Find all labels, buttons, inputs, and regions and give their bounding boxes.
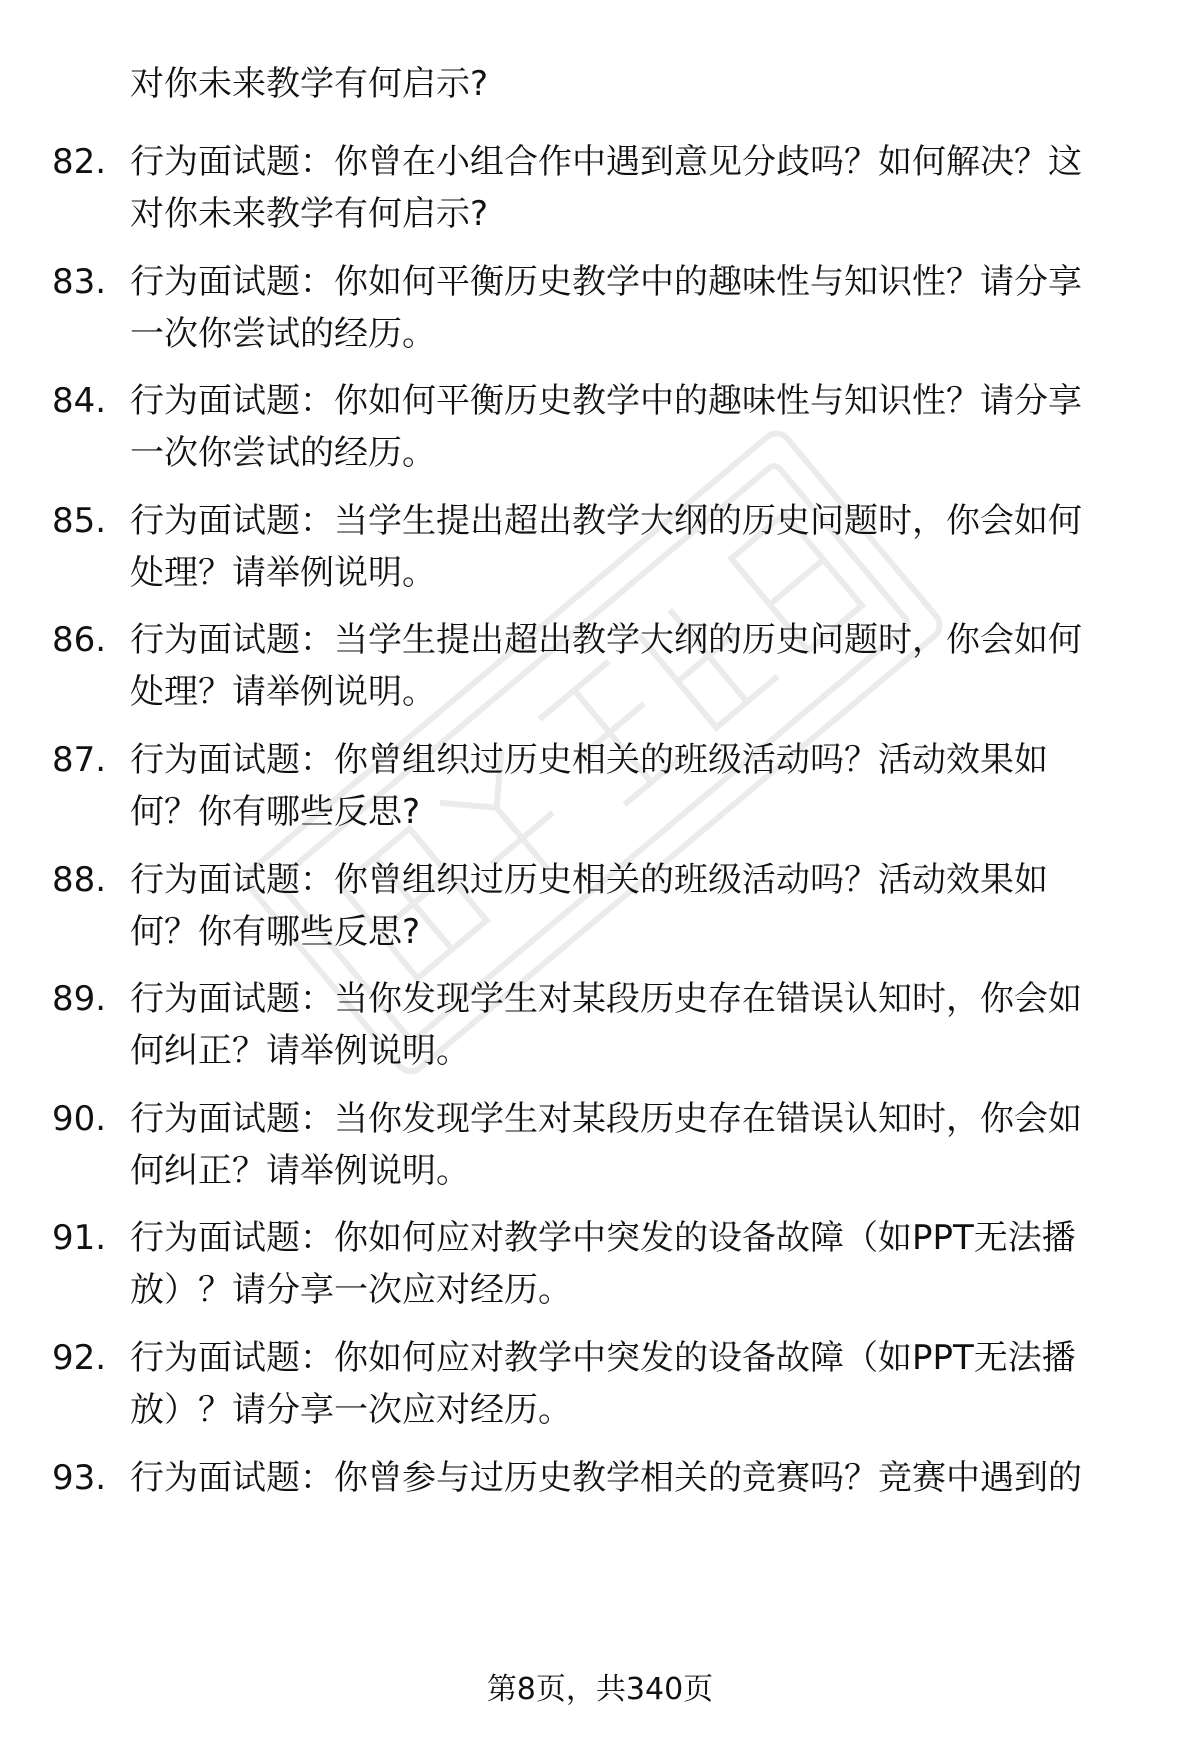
question-text-line: 何纠正？请举例说明。 xyxy=(130,1031,470,1071)
question-text-line: 何纠正？请举例说明。 xyxy=(130,1151,470,1191)
question-item xyxy=(0,1452,1200,1562)
question-item xyxy=(0,973,1200,1083)
question-number: 87. xyxy=(52,740,107,780)
question-text xyxy=(130,375,1140,479)
question-text-line: 处理？请举例说明。 xyxy=(130,672,436,712)
question-text xyxy=(130,1212,1140,1316)
question-number: 93. xyxy=(52,1458,107,1498)
question-item xyxy=(0,854,1200,964)
continuation-line: 对你未来教学有何启示? xyxy=(130,64,489,104)
question-text-line: 行为面试题：当你发现学生对某段历史存在错误认知时，你会如 xyxy=(130,979,1082,1019)
question-number: 88. xyxy=(52,860,107,900)
question-item xyxy=(0,375,1200,485)
question-number: 86. xyxy=(52,620,107,660)
question-text-line: 对你未来教学有何启示? xyxy=(130,194,489,234)
question-text-line: 行为面试题：你如何应对教学中突发的设备故障（如PPT无法播 xyxy=(130,1338,1076,1378)
question-text-line: 处理？请举例说明。 xyxy=(130,553,436,593)
question-number: 82. xyxy=(52,142,107,182)
question-text xyxy=(130,256,1140,360)
question-text-line: 一次你尝试的经历。 xyxy=(130,433,436,473)
question-item xyxy=(0,1212,1200,1322)
question-text-line: 行为面试题：当学生提出超出教学大纲的历史问题时，你会如何 xyxy=(130,501,1082,541)
question-text xyxy=(130,854,1140,958)
question-item xyxy=(0,734,1200,844)
question-number: 91. xyxy=(52,1218,107,1258)
question-text-line: 放）？请分享一次应对经历。 xyxy=(130,1270,572,1310)
question-text-line: 何？你有哪些反思? xyxy=(130,792,421,832)
question-text-line: 行为面试题：当你发现学生对某段历史存在错误认知时，你会如 xyxy=(130,1099,1082,1139)
question-item xyxy=(0,614,1200,724)
question-text-line: 行为面试题：你如何平衡历史教学中的趣味性与知识性？请分享 xyxy=(130,381,1082,421)
question-text xyxy=(130,495,1140,599)
question-text-line: 行为面试题：你曾参与过历史教学相关的竞赛吗？竞赛中遇到的 xyxy=(130,1458,1082,1498)
question-text-line: 行为面试题：你曾组织过历史相关的班级活动吗？活动效果如 xyxy=(130,860,1048,900)
question-item xyxy=(0,136,1200,246)
question-text-line: 放）？请分享一次应对经历。 xyxy=(130,1390,572,1430)
question-text xyxy=(130,973,1140,1077)
question-item xyxy=(0,256,1200,366)
question-number: 85. xyxy=(52,501,107,541)
question-text-line: 何？你有哪些反思? xyxy=(130,912,421,952)
question-number: 92. xyxy=(52,1338,107,1378)
question-item xyxy=(0,495,1200,605)
question-text xyxy=(130,1093,1140,1197)
question-text-line: 行为面试题：你曾组织过历史相关的班级活动吗？活动效果如 xyxy=(130,740,1048,780)
question-number: 83. xyxy=(52,262,107,302)
question-number: 84. xyxy=(52,381,107,421)
question-text-line: 行为面试题：你如何平衡历史教学中的趣味性与知识性？请分享 xyxy=(130,262,1082,302)
question-text xyxy=(130,136,1140,240)
question-text xyxy=(130,1332,1140,1436)
question-number: 90. xyxy=(52,1099,107,1139)
question-item xyxy=(0,1332,1200,1442)
question-text xyxy=(130,734,1140,838)
question-text-line: 行为面试题：你如何应对教学中突发的设备故障（如PPT无法播 xyxy=(130,1218,1076,1258)
question-number: 89. xyxy=(52,979,107,1019)
question-item xyxy=(0,1093,1200,1203)
question-text-line: 行为面试题：你曾在小组合作中遇到意见分歧吗？如何解决？这 xyxy=(130,142,1082,182)
question-text xyxy=(130,614,1140,718)
question-text-line: 行为面试题：当学生提出超出教学大纲的历史问题时，你会如何 xyxy=(130,620,1082,660)
question-text xyxy=(130,1452,1140,1504)
question-text-line: 一次你尝试的经历。 xyxy=(130,314,436,354)
page-footer: 第8页，共340页 xyxy=(486,1672,714,1707)
